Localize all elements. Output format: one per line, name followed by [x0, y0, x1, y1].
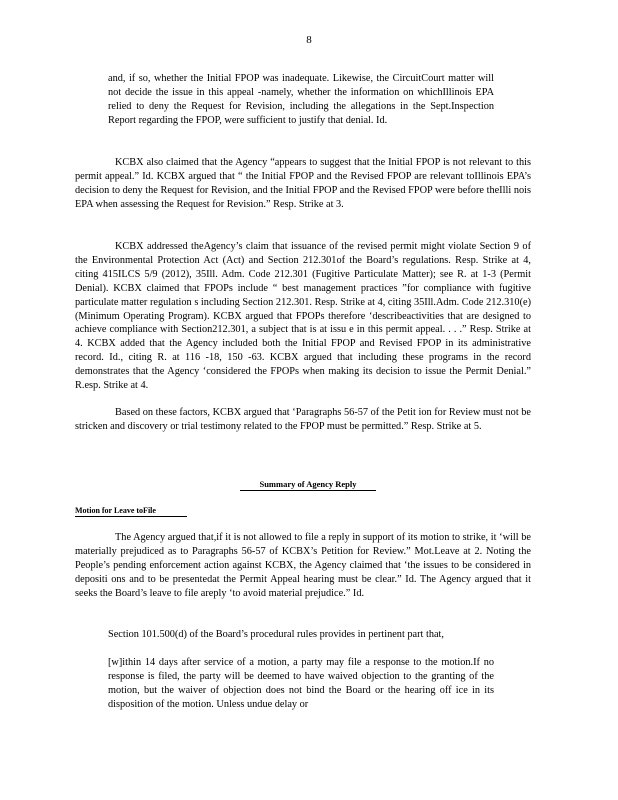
paragraph-kcbx-section-9: KCBX addressed theAgency’s claim that issuance of the revised permit might violate Section 9 of the Environmental Protection Act (Act) and Section 212.301of the Board’s regulations. Resp. Strike at 4, citing 415ILCS 5/9 (2012), 35Ill. Adm. Code 212.301 (Fugitive Particulate Matter); see R. at 1-3 (Permit Denial). KCBX claimed that FPOPs include “ best management practices ”for compliance with fugitive particulate matter regulation s including Section 212.301. Resp. Strike at 4, citing 35Ill.Adm. Code 212.310(e) (Minimum Operating Program). KCBX argued that FPOPs therefore ‘describeactivities that are designed to achieve compliance with Section212.301, a subject that is at issu e in this permit appeal. . . .” Resp. Strike at 4. KCBX added that the Agency included both the Initial FPOP and Revised FPOP in its administrative record. Id., citing R. at 116 -18, 150 -63. KCBX argued that including these programs in the record demonstrates that the Agency ‘considered the FPOPs when making its decision to issue the Permit Denial.” R.esp. Strike at 4. — [75, 241, 531, 392]
subheading: Motion for Leave toFile — [75, 506, 187, 517]
paragraph-based-on-factors: Based on these factors, KCBX argued that ‘Paragraphs 56-57 of the Petit ion for Review must not be stricken and discovery or trial testimony related to the FPOP must be permitted.” Resp. Strike at 5. — [75, 407, 531, 432]
paragraph-section-101: Section 101.500(d) of the Board’s procedural rules provides in pertinent part that, — [108, 629, 444, 640]
paragraph-block-quote-continued: and, if so, whether the Initial FPOP was inadequate. Likewise, the CircuitCourt matter will not decide the issue in this appeal -namely, whether the information on whichIllinois EPA relied to deny the Request for Revision, including the allegations in the Sept.Inspection Report regarding the FPOP, were sufficient to justify that denial. Id. — [108, 73, 494, 126]
page-number: 8 — [306, 34, 312, 46]
block-quote-rule: [w]ithin 14 days after service of a motion, a party may file a response to the motion.If no response is filed, the party will be deemed to have waived objection to the granting of the motion, but the waiver of objection does not bind the Board or the hearing off ice in its disposition of the motion. Unless undue delay or — [108, 657, 494, 710]
paragraph-kcbx-initial-fpop: KCBX also claimed that the Agency “appears to suggest that the Initial FPOP is not relevant to this permit appeal.” Id. KCBX argued that “ the Initial FPOP and the Revised FPOP are relevant toIllinois EPA’s decision to deny the Request for Revision, and the Initial FPOP and the Revised FPOP were before theIlli nois EPA when assessing the Request for Revision.” Resp. Strike at 3. — [75, 157, 531, 210]
section-heading: Summary of Agency Reply — [240, 479, 376, 491]
paragraph-agency-argued: The Agency argued that,if it is not allowed to file a reply in support of its motion to strike, it ‘will be materially prejudiced as to Paragraphs 56-57 of KCBX’s Petition for Review.” Mot.Leave at 2. Noting the People’s pending enforcement action against KCBX, the Agency claimed that ‘the issues to be considered in depositi ons and to be presentedat the Permit Appeal hearing must be clear.” Id. The Agency argued that it seeks the Board’s leave to file areply ‘to avoid material prejudice.” Id. — [75, 532, 531, 599]
